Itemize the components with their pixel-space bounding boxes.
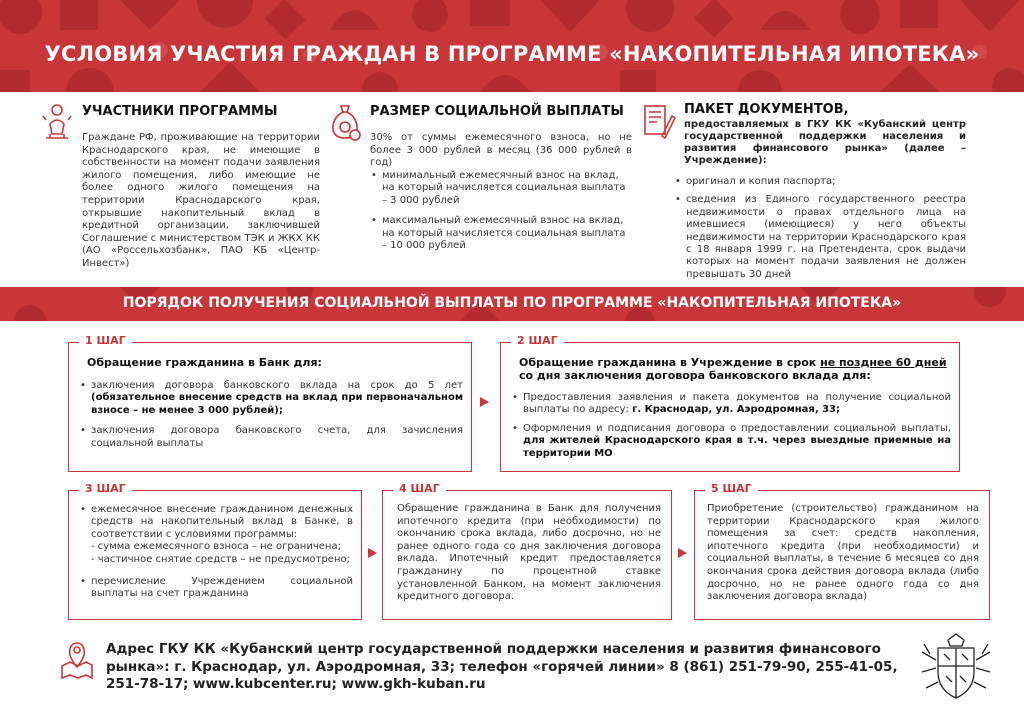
documents-subtitle: предоставляемых в ГКУ КК «Кубанский центр государственной поддержки населения и развития финансового рынка» (далее – Учреждение): <box>684 119 966 166</box>
list-item: • Предоставления заявления и пакета документов на получение социальной выплаты по адресу: г. Краснодар, ул. Аэродромная, 33; <box>511 392 951 417</box>
map-pin-icon <box>60 640 94 680</box>
step-1-title: Обращение гражданина в Банк для: <box>87 356 322 369</box>
step-4-text: Обращение гражданина в Банк для получения ипотечного кредита (при необходимости) по окончанию срока вклада, либо досрочно, но не ранее одного года со дня заключения договора вклада. Ипотечный кредит предоставляется гражданину по процентной ставке установленной Банком, на момент заключения кредитного договора. <box>397 503 662 603</box>
arrow-right-icon <box>480 397 489 407</box>
step-5-text: Приобретение (строительство) гражданином на территории Краснодарского края жилого помещения за счет: средств накопления, ипотечного кредита (при необходимости) и социальной выплаты, в течение 6 месяцев со дня окончания срока действия договора вклада (либо досрочно, но не ранее одного года со дня заключения договора вклада) <box>707 503 979 603</box>
list-item: • сведения из Единого государственного реестра недвижимости о правах отдельного лица на имевшиеся (имеющиеся) у него объекты недвижимости на территории Краснодарского края с 18 января 1999 г. на Претендента, срок выдачи которых на момент подачи заявления не должен превышать 30 дней <box>674 194 966 281</box>
arrow-right-icon <box>368 548 377 558</box>
step-3-list <box>79 499 353 601</box>
step-2-box <box>500 334 960 472</box>
header-banner <box>0 0 1024 92</box>
payment-list <box>370 164 632 252</box>
contact-address: Адрес ГКУ КК «Кубанский центр государственной поддержки населения и развития финансового рынка»: г. Краснодар, ул. Аэродромная, 33; телефон «горячей линии» 8 (861) 251-79-90, 255-41-05, 251-78-17; www.kubcenter.ru; www.gkh-kuban.ru <box>106 641 898 692</box>
documents-list <box>674 170 966 281</box>
money-bag-icon <box>328 102 362 142</box>
list-item: • заключения договора банковского вклада на срок до 5 лет (обязательное внесение средств на вклад при первоначальном взносе – не менее 3 000 рублей); <box>79 380 463 417</box>
list-item: • минимальный ежемесячный взнос на вклад, на который начисляется социальная выплата – 3 000 рублей <box>370 170 632 207</box>
step-3-box <box>68 482 362 620</box>
list-item: • Оформления и подписания договора о предоставлении социальной выплаты, для жителей Краснодарского края в т.ч. через выездные приемные на территории МО <box>511 423 951 460</box>
step-3-label: 3 ШАГ <box>79 482 132 495</box>
procedure-banner <box>0 287 1024 321</box>
list-item: • заключения договора банковского счета, для зачисления социальной выплаты <box>79 425 463 450</box>
documents-title: ПАКЕТ ДОКУМЕНТОВ, <box>684 102 849 117</box>
payment-intro: 30% от суммы ежемесячного взноса, но не более 3 000 рублей в месяц (36 000 рублей в год) <box>370 132 632 169</box>
list-item: • перечисление Учреждением социальной выплаты на счет гражданина <box>79 576 353 601</box>
arrow-right-icon <box>678 548 687 558</box>
list-item: • максимальный ежемесячный взнос на вклад, на который начисляется социальная выплата – 10 000 рублей <box>370 215 632 252</box>
procedure-title: ПОРЯДОК ПОЛУЧЕНИЯ СОЦИАЛЬНОЙ ВЫПЛАТЫ ПО ПРОГРАММЕ «НАКОПИТЕЛЬНАЯ ИПОТЕКА» <box>122 295 902 311</box>
step-2-label: 2 ШАГ <box>511 334 564 347</box>
page-title: УСЛОВИЯ УЧАСТИЯ ГРАЖДАН В ПРОГРАММЕ «НАКОПИТЕЛЬНАЯ ИПОТЕКА» <box>44 42 980 66</box>
participants-text: Граждане РФ, проживающие на территории Краснодарского края, не имеющие в собственности на момент подачи заявления жилого помещения, либо имеющие не более одного жилого помещения на территории Краснодарского края, открывшие накопительный вклад в кредитной организации, заключившей Соглашение с министерством ТЭК и ЖКХ КК (АО «Россельхозбанк», ПАО КБ «Центр-Инвест») <box>82 132 320 269</box>
step-4-label: 4 ШАГ <box>393 482 446 495</box>
document-pen-icon <box>642 102 676 142</box>
payment-title: РАЗМЕР СОЦИАЛЬНОЙ ВЫПЛАТЫ <box>370 104 624 119</box>
step-1-box <box>68 334 472 472</box>
step-5-box <box>694 482 990 620</box>
step-1-label: 1 ШАГ <box>79 334 132 347</box>
step-2-list <box>511 387 951 460</box>
step-4-box <box>382 482 672 620</box>
list-item: • оригинал и копия паспорта; <box>674 176 966 188</box>
step-1-list <box>79 375 463 450</box>
step-2-title: Обращение гражданина в Учреждение в срок не позднее 60 дней со дня заключения договора банковского вклада для: <box>519 356 947 382</box>
person-award-icon <box>40 102 74 142</box>
list-item: • ежемесячное внесение гражданином денежных средств на накопительный вклад в Банке, в соответствии с условиями программы: - сумма ежемесячного взноса – не ограничена; - частичное снятие средств – не предусмотрено; <box>79 504 353 566</box>
step-5-label: 5 ШАГ <box>705 482 758 495</box>
participants-title: УЧАСТНИКИ ПРОГРАММЫ <box>82 104 278 119</box>
krasnodar-coat-of-arms-icon <box>918 632 994 702</box>
